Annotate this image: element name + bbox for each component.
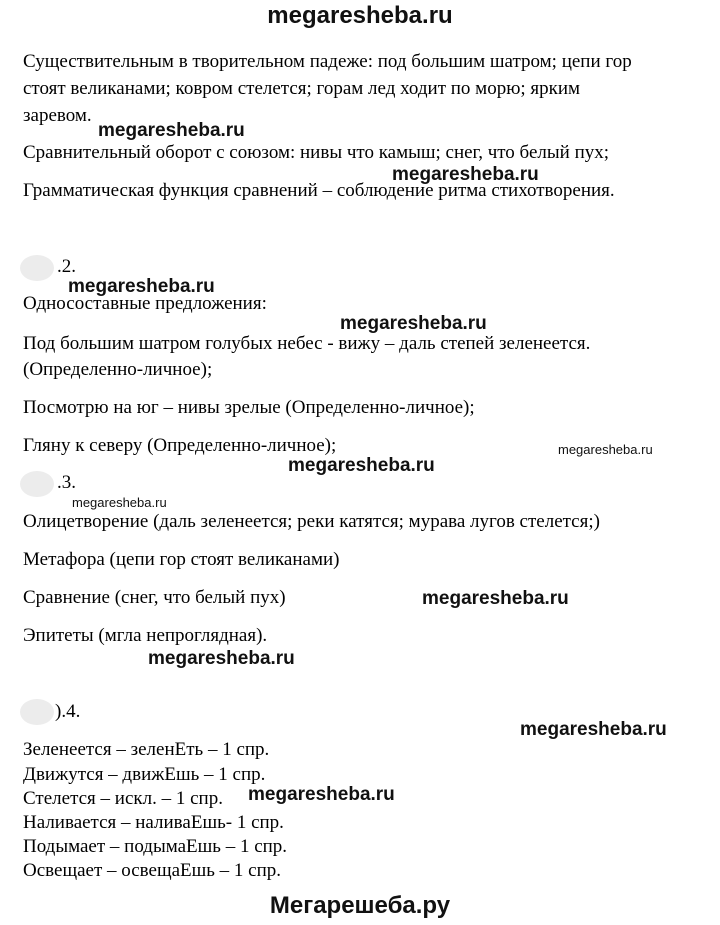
text-line: Сравнительный оборот с союзом: нивы что камыш; снег, что белый пух; [23,142,610,163]
text-line: Олицетворение (даль зеленеется; реки катятся; мурава лугов стелется;) [23,511,600,532]
watermark-small: megaresheba.ru [558,442,653,457]
text-line: Зеленеется – зеленЕть – 1 спр. [23,739,270,760]
site-footer: Мегарешеба.ру [269,892,451,919]
watermark: megaresheba.ru [422,588,569,609]
watermark: megaresheba.ru [248,784,395,805]
watermark: megaresheba.ru [392,164,539,185]
section-number: .2. [57,256,76,277]
watermark: megaresheba.ru [520,719,667,740]
section-number: ).4. [55,701,81,722]
text-line: (Определенно-личное); [23,359,213,380]
watermark: megaresheba.ru [288,455,435,476]
text-line: Подымает – подымаЕшь – 1 спр. [23,836,288,857]
text-line: Эпитеты (мгла непроглядная). [23,625,268,646]
text-line: Сравнение (снег, что белый пух) [23,587,286,608]
site-header: megaresheba.ru [267,2,453,29]
text-line: стоят великанами; ковром стелется; горам лед ходит по морю; ярким [23,78,581,99]
section-number: .3. [57,472,76,493]
watermark-small: megaresheba.ru [72,495,167,510]
text-line: Стелется – искл. – 1 спр. [23,788,223,809]
text-line: Освещает – освещаЕшь – 1 спр. [23,860,282,881]
text-line: Грамматическая функция сравнений – соблюдение ритма стихотворения. [23,180,615,201]
text-line: Посмотрю на юг – нивы зрелые (Определенно-личное); [23,397,475,418]
watermark: megaresheba.ru [68,276,215,297]
text-line: Существительным в творительном падеже: под большим шатром; цепи гор [23,51,632,72]
text-line: Односоставные предложения: [23,293,267,314]
watermark: megaresheba.ru [148,648,295,669]
text-line: Движутся – движЕшь – 1 спр. [23,764,266,785]
text-line: Гляну к северу (Определенно-личное); [23,435,337,456]
watermark: megaresheba.ru [340,313,487,334]
watermark: megaresheba.ru [98,120,245,141]
text-line: Наливается – наливаЕшь- 1 спр. [23,812,284,833]
text-line: Под большим шатром голубых небес - вижу – даль степей зеленеется. [23,333,591,354]
text-line: Метафора (цепи гор стоят великанами) [23,549,340,570]
text-line: заревом. [23,105,92,126]
